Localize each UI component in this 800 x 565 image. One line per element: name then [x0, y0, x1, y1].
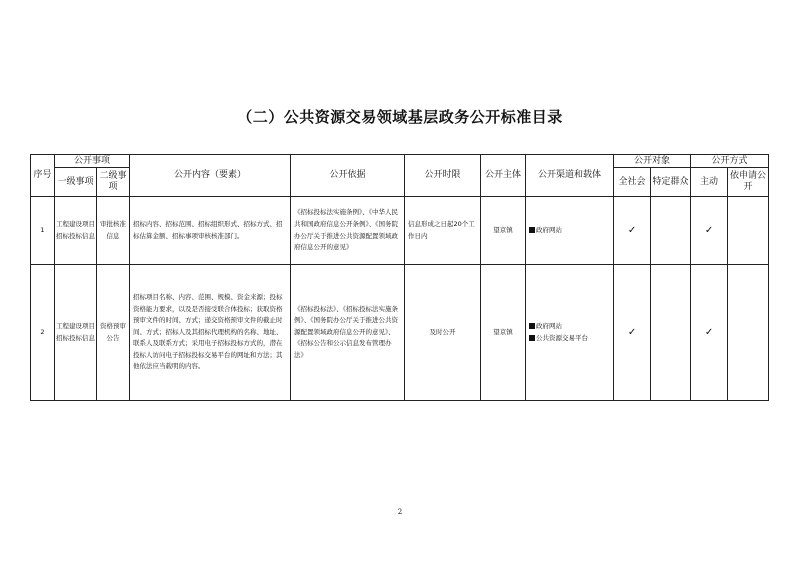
- row-channels: [526, 197, 614, 265]
- row-timelimit: 信息形成之日起20个工作日内: [405, 197, 481, 265]
- disclosure-catalog-table: [30, 154, 769, 401]
- row-on-request-check: [728, 197, 769, 265]
- row-basis: 《招标投标法》、《招标投标法实施条例》、《国务院办公厅关于推进公共资源配置领域政府信息公开的意见》、《招标公告和公示信息发布管理办法》: [291, 265, 405, 401]
- row-channels: [526, 265, 614, 401]
- row-on-request-check: [728, 265, 769, 401]
- channel-item: 公共资源交易平台: [529, 333, 610, 345]
- square-bullet-icon: [529, 335, 535, 341]
- page-number: 2: [397, 508, 403, 516]
- header-on-request: 依申请公开: [728, 168, 769, 197]
- row-public-all-check: ✓: [614, 265, 651, 401]
- header-specific: 特定群众: [651, 168, 691, 197]
- table-row: [31, 197, 769, 265]
- row-basis: 《招标投标法实施条例》、《中华人民共和国政府信息公开条例》、《国务院办公厅关于推进公共资源配置领域政府信息公开的意见》: [291, 197, 405, 265]
- table-row: [31, 265, 769, 401]
- row-level2: 资格预审公告: [97, 265, 130, 401]
- header-subject: 公开主体: [481, 155, 526, 197]
- channel-item: 政府网站: [529, 225, 610, 237]
- page-title: （二）公共资源交易领域基层政务公开标准目录: [237, 108, 563, 126]
- header-level2: 二级事项: [97, 168, 130, 197]
- row-public-all-check: ✓: [614, 197, 651, 265]
- header-item-group: 公开事项: [55, 155, 130, 168]
- row-subject: 望京镇: [481, 265, 526, 401]
- header-content: 公开内容（要素）: [130, 155, 291, 197]
- row-level1: 工程建设项目招标投标信息: [55, 197, 97, 265]
- row-specific-check: [651, 265, 691, 401]
- header-target-group: 公开对象: [614, 155, 691, 168]
- row-subject: 望京镇: [481, 197, 526, 265]
- header-basis: 公开依据: [291, 155, 405, 197]
- row-seq: 2: [31, 265, 55, 401]
- row-specific-check: [651, 197, 691, 265]
- row-level2: 审批核准信息: [97, 197, 130, 265]
- header-timelimit: 公开时限: [405, 155, 481, 197]
- row-seq: 1: [31, 197, 55, 265]
- header-mode-group: 公开方式: [691, 155, 769, 168]
- row-level1: 工程建设项目招标投标信息: [55, 265, 97, 401]
- header-channel: 公开渠道和载体: [526, 155, 614, 197]
- channel-item: 政府网站: [529, 321, 610, 333]
- row-active-check: ✓: [691, 197, 728, 265]
- row-content: 招标项目名称、内容、范围、规模、资金来源；投标资格能力要求，以及是否接受联合体投标；获取资格预审文件的时间、方式；递交资格预审文件的截止时间、方式；招标人及其招标代理机构的名称、地址、联系人及联系方式；采用电子招标投标方式的，潜在投标人访问电子招标投标交易平台的网址和方法；其他依法应当载明的内容。: [130, 265, 291, 401]
- header-public-all: 全社会: [614, 168, 651, 197]
- header-seq: 序号: [31, 155, 55, 197]
- header-active: 主动: [691, 168, 728, 197]
- header-level1: 一级事项: [55, 168, 97, 197]
- square-bullet-icon: [529, 227, 535, 233]
- row-active-check: ✓: [691, 265, 728, 401]
- row-timelimit: 及时公开: [405, 265, 481, 401]
- row-content: 招标内容、招标范围、招标组织形式、招标方式、招标估算金额、招标事项审核核准部门。: [130, 197, 291, 265]
- square-bullet-icon: [529, 323, 535, 329]
